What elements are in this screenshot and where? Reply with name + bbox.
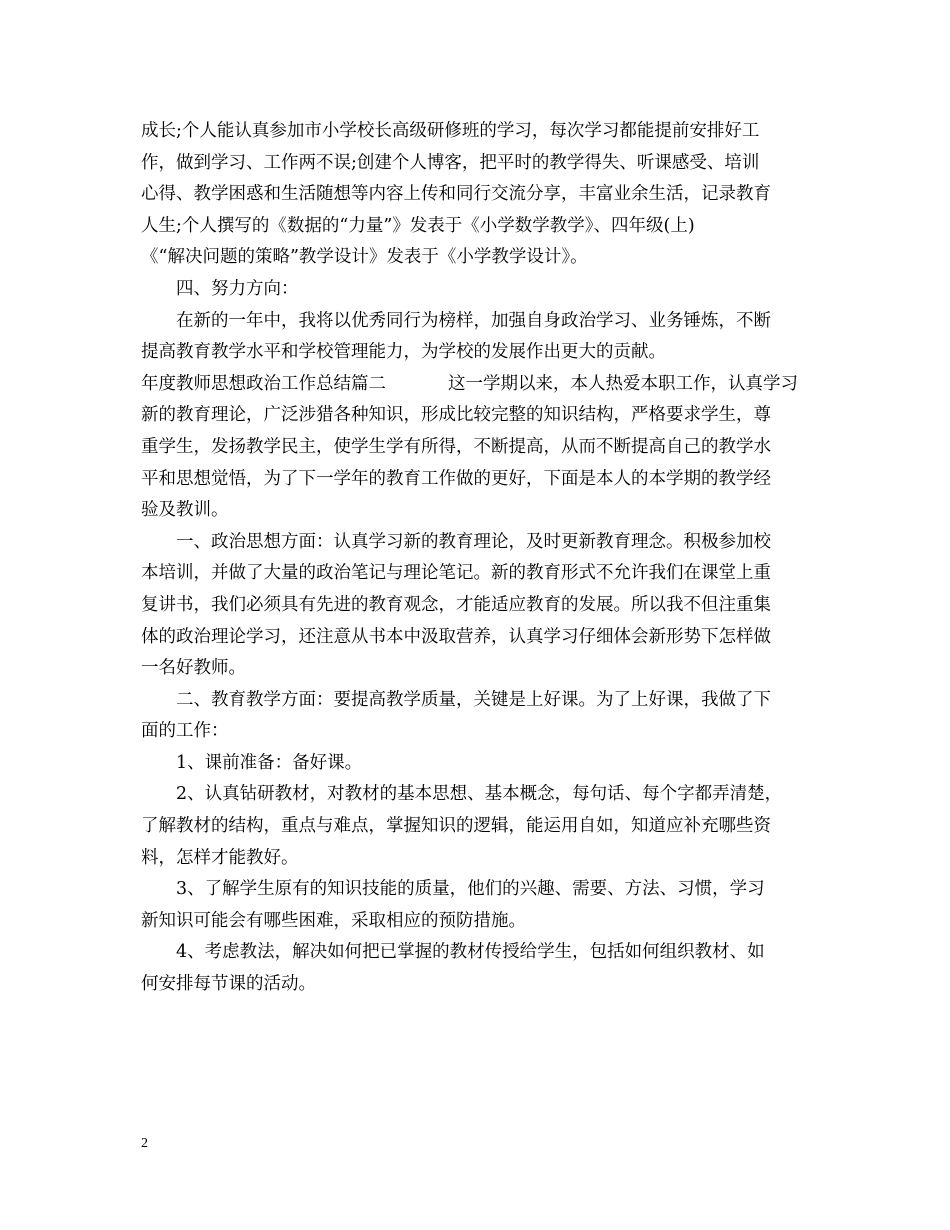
text-line: 新的教育理论，广泛涉猎各种知识，形成比较完整的知识结构，严格要求学生，尊 (141, 405, 771, 426)
text-line: 一名好教师。 (141, 658, 246, 679)
text-line: 复讲书，我们必须具有先进的教育观念，才能适应教育的发展。所以我不但注重集 (141, 594, 771, 615)
text-line: 面的工作： (141, 721, 229, 742)
text-line: 人生;个人撰写的《数据的“力量”》发表于《小学数学教学》、四年级(上) (141, 215, 695, 236)
text-line: 验及教训。 (141, 500, 229, 521)
paragraph-start: 3、了解学生原有的知识技能的质量，他们的兴趣、需要、方法、习惯，学习 (176, 879, 765, 900)
text-line: 平和思想觉悟，为了下一学年的教育工作做的更好，下面是本人的本学期的教学经 (141, 468, 771, 489)
text-line: 重学生，发扬教学民主，使学生学有所得，不断提高，从而不断提高自己的教学水 (141, 436, 771, 457)
paragraph-start: 4、考虑教法，解决如何把已掌握的教材传授给学生，包括如何组织教材、如 (176, 942, 765, 963)
text-line: 本培训，并做了大量的政治笔记与理论笔记。新的教育形式不允许我们在课堂上重 (141, 563, 771, 584)
paragraph-start: 1、课前准备：备好课。 (176, 752, 363, 773)
paragraph-start: 在新的一年中，我将以优秀同行为榜样，加强自身政治学习、业务锤炼，不断 (176, 310, 771, 331)
paragraph-start: 二、教育教学方面：要提高教学质量，关键是上好课。为了上好课，我做了下 (176, 689, 771, 710)
text-line: 何安排每节课的活动。 (141, 974, 316, 995)
article-title-line (141, 369, 813, 401)
text-line: 作，做到学习、工作两不误;创建个人博客，把平时的教学得失、听课感受、培训 (141, 152, 760, 173)
text-line: 成长;个人能认真参加市小学校长高级研修班的学习，每次学习都能提前安排好工 (141, 121, 760, 141)
page-number: 2 (141, 1136, 148, 1151)
section-heading: 四、努力方向： (176, 278, 299, 299)
paragraph-start: 2、认真钻研教材，对教材的基本思想、基本概念，每句话、每个字都弄清楚， (176, 784, 783, 805)
text-line: 心得、教学困惑和生活随想等内容上传和同行交流分享，丰富业余生活，记录教育 (141, 184, 771, 205)
document-body (141, 116, 813, 1001)
text-line: 体的政治理论学习，还注意从书本中汲取营养，认真学习仔细体会新形势下怎样做 (141, 626, 771, 647)
text-line: 《“解决问题的策略”教学设计》发表于《小学教学设计》。 (141, 247, 588, 268)
text-line: 料，怎样才能教好。 (141, 847, 299, 868)
article-title: 年度教师思想政治工作总结篇二 (141, 373, 386, 394)
text-line: 新知识可能会有哪些困难，采取相应的预防措施。 (141, 910, 526, 931)
text-line: 提高教育教学水平和学校管理能力，为学校的发展作出更大的贡献。 (141, 342, 666, 363)
text-line: 了解教材的结构，重点与难点，掌握知识的逻辑，能运用自如，知道应补充哪些资 (141, 816, 771, 837)
article-intro: 这一学期以来，本人热爱本职工作，认真学习 (448, 373, 798, 394)
paragraph-start: 一、政治思想方面：认真学习新的教育理论，及时更新教育理念。积极参加校 (176, 531, 771, 552)
